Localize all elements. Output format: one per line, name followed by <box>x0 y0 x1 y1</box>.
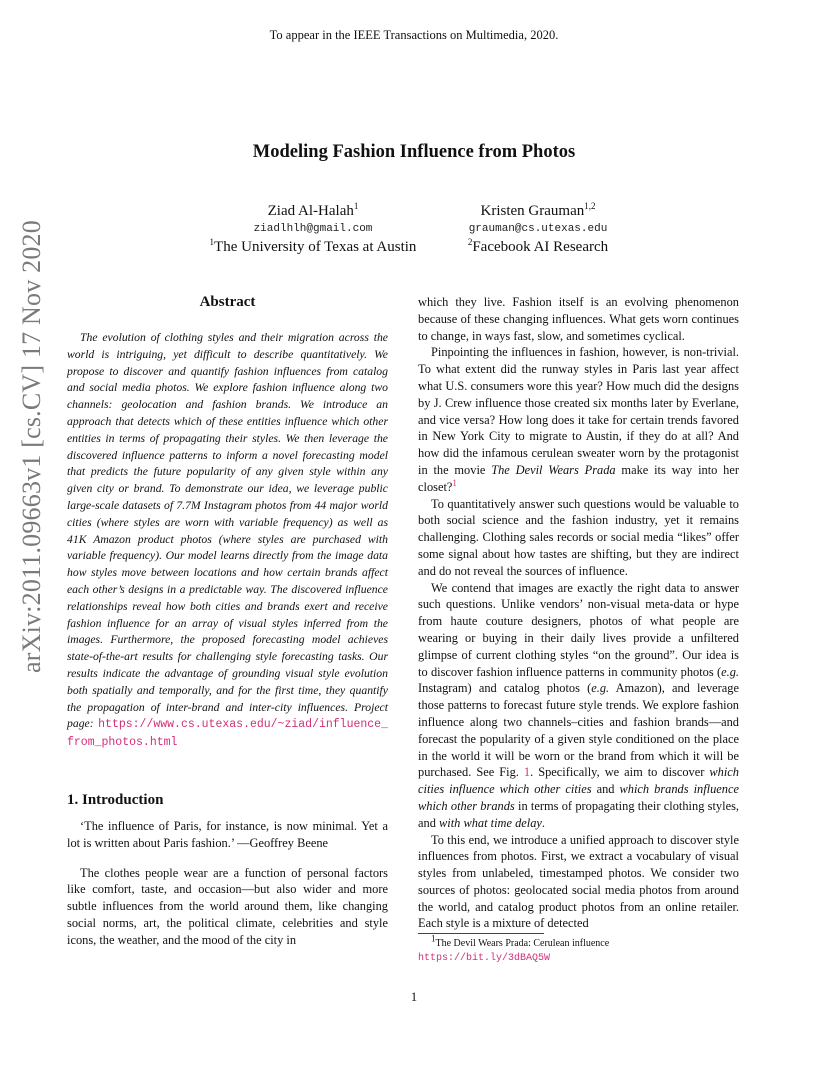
movie-title: The Devil Wears Prada <box>491 462 616 477</box>
footnote-divider <box>418 933 544 934</box>
intro-paragraph-3: To quantitatively answer such questions would be valuable to both social science and the fashion industry, yet it remains challenging. Clothing sales records or social media “likes” offer some signal about how tastes are shifting, but they are indirect and do not reveal the sources of influence. <box>418 496 739 578</box>
abstract-heading: Abstract <box>199 294 256 310</box>
venue-note: To appear in the IEEE Transactions on Multimedia, 2020. <box>269 28 559 42</box>
intro-paragraph-4: We contend that images are exactly the right data to answer such questions. Unlike vendors’ non-visual meta-data or hype from haute couture designers, photos of what people are wearing or buying in their daily lives provide a unfiltered glimpse of current clothing styles “on the ground”. Our idea is to discover fashion influence patterns in community photos (e.g. Instagram) and catalog photos (e.g. Amazon), and leverage those patterns to forecast future style trends. We explore fashion influence along two channels–cities and fashion brands—and forecast the popularity of a given style conditioned on the place in the world it will be worn or the brand from which it will be purchased. See Fig. 1. Specifically, we aim to discover which cities influence which other cities and which brands influence which other brands in terms of propagating their clothing styles, and with what time delay. <box>418 580 739 830</box>
page-number: 1 <box>410 990 418 1004</box>
author-2-affiliation: Facebook AI Research <box>472 239 609 255</box>
intro-quote: ‘The influence of Paris, for instance, is now minimal. Yet a lot is written about Paris fashion.’ —Geoffrey Beene <box>67 818 388 850</box>
footnote-1: $^1$The Devil Wears Prada: Cerulean influence https://bit.ly/3dBAQ5W <box>418 933 610 964</box>
author-2-sup: 1,2 <box>584 201 596 211</box>
footnote-1-marker[interactable]: 1 <box>452 477 457 488</box>
arxiv-identifier[interactable]: arXiv:2011.09663v1 [cs.CV] 17 Nov 2020 <box>17 220 46 673</box>
author-2-email[interactable]: grauman@cs.utexas.edu <box>468 223 608 235</box>
intro-paragraph-5: To this end, we introduce a unified approach to discover style influences from photos. First, we extract a vocabulary of visual styles from unlabeled, timestamped photos. We consider two sources of photos: geolocated social media photos from around the world, and catalog product photos from an online retailer. Each style is a mixture of detected <box>418 832 739 931</box>
figure-1-reference[interactable]: 1 <box>523 765 531 780</box>
author-1-aff-sup: 1 <box>209 237 215 247</box>
author-1-sup: 1 <box>353 201 359 211</box>
intro-paragraph-continued: which they live. Fashion itself is an evolving phenomenon because of these changing influences. What gets worn continues to change, in ways fast, slow, and sometimes cyclical. <box>418 295 739 343</box>
author-1-email[interactable]: ziadlhlh@gmail.com <box>253 223 373 235</box>
author-1 <box>193 202 433 257</box>
author-2 <box>438 202 638 257</box>
author-2-aff-sup: 2 <box>467 237 473 247</box>
left-column <box>67 294 388 949</box>
abstract-text: The evolution of clothing styles and their migration across the world is intriguing, yet difficult to describe quantitatively. We propose to discover and quantify fashion influences from catalog and social media photos. We explore fashion influence along two channels: geolocation and fashion brands. We introduce an approach that detects which of these entities influence which other entities in terms of propagating their styles. We then leverage the discovered influence patterns to inform a novel forecasting model that predicts the future popularity of any given style within any given city or brand. To demonstrate our idea, we leverage public large-scale datasets of 7.7M Instagram photos from 44 major world cities (where styles are worn with variable frequency) as well as 41K Amazon product photos (where styles are purchased with variable frequency). Our model learns directly from the image data how styles move between locations and how certain brands affect each other’s designs in a predictable way. The discovered influence relationships reveal how both cities and brands exert and receive fashion influence for an array of visual styles inferred from the images. Furthermore, the proposed forecasting model achieves state-of-the-art results for challenging style forecasting tasks. Our results indicate the advantage of grounding visual style evolution both spatially and temporally, and for the first time, they quantify the propagation of inter-brand and inter-city influences. Project page: https://www.cs.utexas.edu/~ziad/influence_from_photos.html <box>67 331 388 750</box>
right-column <box>418 294 739 932</box>
intro-paragraph-1: The clothes people wear are a function of personal factors like comfort, taste, and occasion—but also wider and more subtle influences from the world around them, like changing social norms, art, the political climate, celebrities and style icons, the weather, and the mood of the city in <box>67 865 388 947</box>
author-2-name: Kristen Grauman <box>480 203 585 219</box>
intro-paragraph-2: Pinpointing the influences in fashion, however, is non-trivial. To what extent did the runway styles in Paris last year affect what U.S. consumers wore this year? How much did the designs by J. Crew influence those created six months later by Everlane, and vice versa? How long does it take for certain trends favored in New York City to migrate to Austin, if they do at all? And how did the infamous cerulean sweater worn by the protagonist in the movie The Devil Wears Prada make its way into her closet?$^1$ <box>418 345 739 494</box>
footnote-1-link[interactable]: https://bit.ly/3dBAQ5W <box>418 953 551 964</box>
author-1-affiliation: The University of Texas at Austin <box>214 239 417 255</box>
project-page-link[interactable]: https://www.cs.utexas.edu/~ziad/influence_from_photos.html <box>67 718 388 750</box>
section-heading-introduction: 1. Introduction <box>67 791 164 808</box>
paper-title: Modeling Fashion Influence from Photos <box>252 142 576 162</box>
author-1-name: Ziad Al-Halah <box>267 203 354 219</box>
footnote-area <box>418 933 739 966</box>
